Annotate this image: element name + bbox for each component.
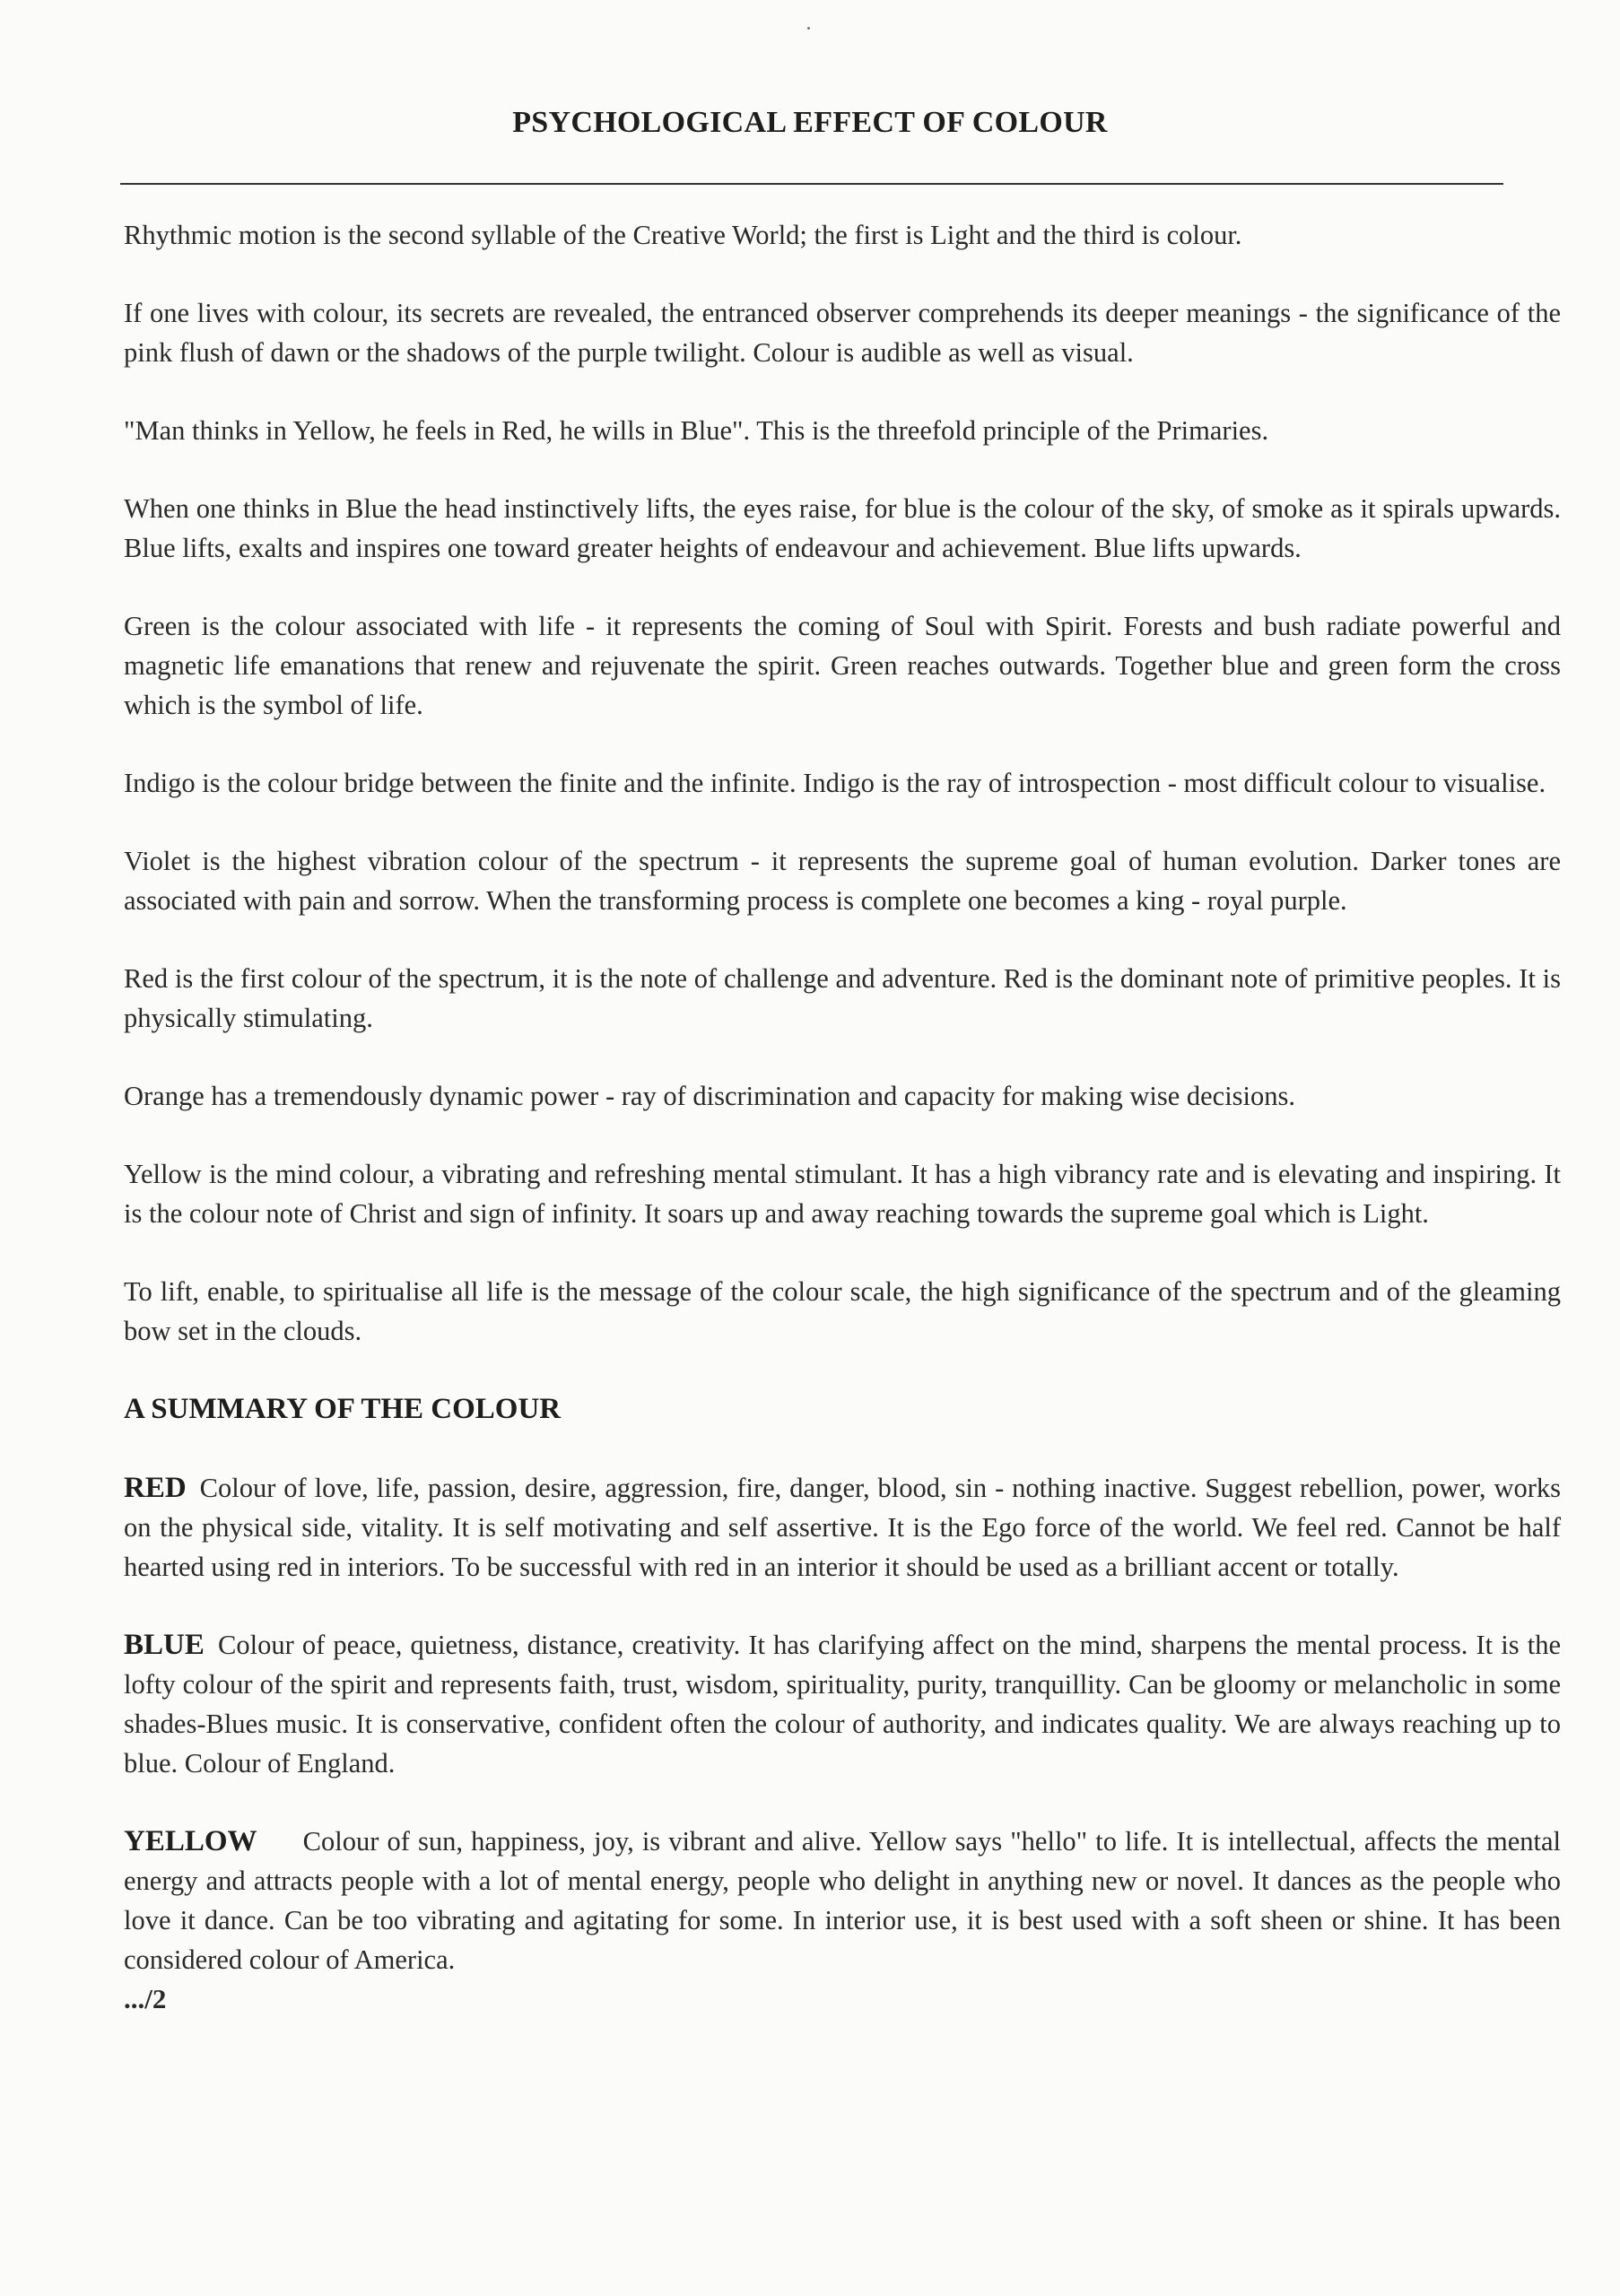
paragraph-rhythmic-motion: Rhythmic motion is the second syllable of the Creative World; the first is Light and the third is colour. bbox=[124, 220, 1242, 250]
paragraph-primaries: "Man thinks in Yellow, he feels in Red, he wills in Blue". This is the threefold principle of the Primaries. bbox=[124, 415, 1269, 446]
summary-term-red: RED bbox=[124, 1472, 187, 1504]
summary-text-yellow: Colour of sun, happiness, joy, is vibrant and alive. Yellow says "hello" to life. It is intellectual, affects the mental energy and attracts people with a lot of mental energy, people who delight in anything new or novel. It dances as the people who love it dance. Can be too vibrating and agitating for some. In interior use, it is best used with a soft sheen or shine. It has been considered colour of America. bbox=[124, 1826, 1561, 1975]
summary-term-blue: BLUE bbox=[124, 1629, 205, 1661]
paragraph-indigo: Indigo is the colour bridge between the finite and the infinite. Indigo is the ray of introspection - most difficult colour to visualise. bbox=[124, 768, 1546, 798]
document-body bbox=[124, 215, 1561, 2019]
summary-term-yellow: YELLOW bbox=[124, 1825, 257, 1857]
paragraph-orange: Orange has a tremendously dynamic power - ray of discrimination and capacity for making wise decisions. bbox=[124, 1081, 1296, 1111]
summary-entry-yellow bbox=[124, 1822, 1561, 1979]
paragraph-blue: When one thinks in Blue the head instinctively lifts, the eyes raise, for blue is the colour of the sky, of smoke as it spirals upwards. Blue lifts, exalts and inspires one toward greater heights of endeavour and achievement. Blue lifts upwards. bbox=[124, 493, 1561, 563]
summary-entry-blue bbox=[124, 1625, 1561, 1783]
paragraph-green: Green is the colour associated with life - it represents the coming of Soul with Spirit. Forests and bush radiate powerful and magnetic life emanations that renew and rejuvenate the spirit. Green reaches outwards. Together blue and green form the cross which is the symbol of life. bbox=[124, 611, 1561, 720]
summary-text-blue: Colour of peace, quietness, distance, creativity. It has clarifying affect on the mind, sharpens the mental process. It is the lofty colour of the spirit and represents faith, trust, wisdom, spirituality, purity, tranquillity. Can be gloomy or melancholic in some shades-Blues music. It is conservative, confident often the colour of authority, and indicates quality. We are always reaching up to blue. Colour of England. bbox=[124, 1630, 1561, 1779]
paragraph-living-with-colour: If one lives with colour, its secrets are revealed, the entranced observer comprehends its deeper meanings - the significance of the pink flush of dawn or the shadows of the purple twilight. Colour is audible as well as visual. bbox=[124, 298, 1561, 368]
summary-heading: A SUMMARY OF THE COLOUR bbox=[124, 1393, 562, 1425]
paragraph-spectrum-message: To lift, enable, to spiritualise all life is the message of the colour scale, the high significance of the spectrum and of the gleaming bow set in the clouds. bbox=[124, 1276, 1561, 1346]
summary-entry-red bbox=[124, 1468, 1561, 1587]
paragraph-violet: Violet is the highest vibration colour of the spectrum - it represents the supreme goal of human evolution. Darker tones are associated with pain and sorrow. When the transforming process is complete one becomes a king - royal purple. bbox=[124, 846, 1561, 916]
page-continuation-marker: .../2 bbox=[124, 1983, 167, 2014]
scan-speck bbox=[807, 27, 810, 30]
paragraph-yellow: Yellow is the mind colour, a vibrating and refreshing mental stimulant. It has a high vibrancy rate and is elevating and inspiring. It is the colour note of Christ and sign of infinity. It soars up and away reaching towards the supreme goal which is Light. bbox=[124, 1159, 1561, 1229]
paragraph-red: Red is the first colour of the spectrum, it is the note of challenge and adventure. Red is the dominant note of primitive peoples. It is physically stimulating. bbox=[124, 963, 1561, 1033]
title-divider bbox=[120, 183, 1503, 185]
page-title: PSYCHOLOGICAL EFFECT OF COLOUR bbox=[512, 106, 1108, 139]
summary-text-red: Colour of love, life, passion, desire, aggression, fire, danger, blood, sin - nothing inactive. Suggest rebellion, power, works on the physical side, vitality. It is self motivating and self assertive. It is the Ego force of the world. We feel red. Cannot be half hearted using red in interiors. To be successful with red in an interior it should be used as a brilliant accent or totally. bbox=[124, 1473, 1562, 1582]
